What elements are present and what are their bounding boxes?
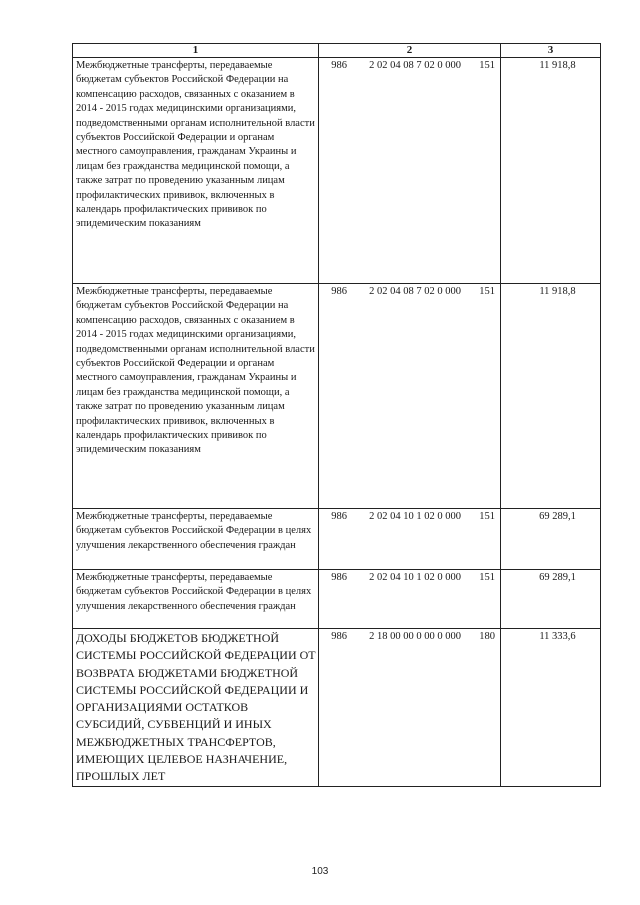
header-col-1: 1: [73, 44, 319, 58]
row-description: Межбюджетные трансферты, передаваемые бюджетам субъектов Российской Федерации на компенсацию расходов, связанных с оказанием в 2014 - 2015 годах медицинскими организациями, подведомственными органам исполнительной власти субъектов Российской Федерации и органам местного самоуправления, гражданам Украины и лицам без гражданства медицинской помощи, а также затрат по проведению указанным лицам профилактических прививок, включенных в календарь профилактических прививок по эпидемическим показаниям: [76, 60, 315, 230]
row-amount-cell: [501, 509, 601, 570]
row-amount: 11 918,8: [539, 286, 576, 297]
row-description: Межбюджетные трансферты, передаваемые бюджетам субъектов Российской Федерации на компенсацию расходов, связанных с оказанием в 2014 - 2015 годах медицинскими организациями, подведомственными органам исполнительной власти субъектов Российской Федерации и органам местного самоуправления, гражданам Украины и лицам без гражданства медицинской помощи, а также затрат по проведению указанным лицам профилактических прививок, включенных в календарь профилактических прививок по эпидемическим показаниям: [76, 286, 315, 456]
row-amount-cell: [501, 629, 601, 787]
table-row: [73, 629, 601, 787]
row-description: ДОХОДЫ БЮДЖЕТОВ БЮДЖЕТНОЙ СИСТЕМЫ РОССИЙСКОЙ ФЕДЕРАЦИИ ОТ ВОЗВРАТА БЮДЖЕТАМИ БЮДЖЕТНОЙ СИСТЕМЫ РОССИЙСКОЙ ФЕДЕРАЦИИ И ОРГАНИЗАЦИЯМИ ОСТАТКОВ СУБСИДИЙ, СУБВЕНЦИЙ И ИНЫХ МЕЖБЮДЖЕТНЫХ ТРАНСФЕРТОВ, ИМЕЮЩИХ ЦЕЛЕВОЕ НАЗНАЧЕНИЕ, ПРОШЛЫХ ЛЕТ: [76, 631, 316, 784]
budget-classification-code: 2 18 00 00 0 00 0 000: [369, 631, 461, 642]
row-code-cell: [319, 570, 501, 629]
row-amount-cell: [501, 58, 601, 284]
row-code-cell: [319, 58, 501, 284]
kosgu-code: 151: [479, 60, 495, 71]
kosgu-code: 151: [479, 511, 495, 522]
row-amount: 11 333,6: [539, 631, 576, 642]
admin-code: 986: [331, 286, 347, 297]
header-col-3: 3: [501, 44, 601, 58]
admin-code: 986: [331, 572, 347, 583]
table-row: [73, 570, 601, 629]
table-row: [73, 509, 601, 570]
budget-classification-code: 2 02 04 08 7 02 0 000: [369, 286, 461, 297]
row-code-cell: [319, 629, 501, 787]
admin-code: 986: [331, 60, 347, 71]
kosgu-code: 151: [479, 572, 495, 583]
row-description-cell: [73, 629, 319, 787]
row-code-cell: [319, 284, 501, 509]
kosgu-code: 151: [479, 286, 495, 297]
row-amount-cell: [501, 284, 601, 509]
row-amount: 11 918,8: [539, 60, 576, 71]
row-amount: 69 289,1: [539, 511, 576, 522]
budget-classification-code: 2 02 04 08 7 02 0 000: [369, 60, 461, 71]
kosgu-code: 180: [479, 631, 495, 642]
row-description: Межбюджетные трансферты, передаваемые бюджетам субъектов Российской Федерации в целях улучшения лекарственного обеспечения граждан: [76, 572, 312, 612]
table-row: [73, 284, 601, 509]
row-description-cell: [73, 284, 319, 509]
row-amount: 69 289,1: [539, 572, 576, 583]
budget-classification-code: 2 02 04 10 1 02 0 000: [369, 572, 461, 583]
budget-classification-code: 2 02 04 10 1 02 0 000: [369, 511, 461, 522]
row-description: Межбюджетные трансферты, передаваемые бюджетам субъектов Российской Федерации в целях улучшения лекарственного обеспечения граждан: [76, 511, 312, 551]
header-col-2: 2: [319, 44, 501, 58]
row-description-cell: [73, 570, 319, 629]
row-description-cell: [73, 509, 319, 570]
admin-code: 986: [331, 511, 347, 522]
page-number: 103: [311, 866, 329, 877]
row-description-cell: [73, 58, 319, 284]
table-row: [73, 58, 601, 284]
admin-code: 986: [331, 631, 347, 642]
row-amount-cell: [501, 570, 601, 629]
budget-table: [72, 43, 601, 787]
row-code-cell: [319, 509, 501, 570]
table-header-row: [73, 44, 601, 58]
